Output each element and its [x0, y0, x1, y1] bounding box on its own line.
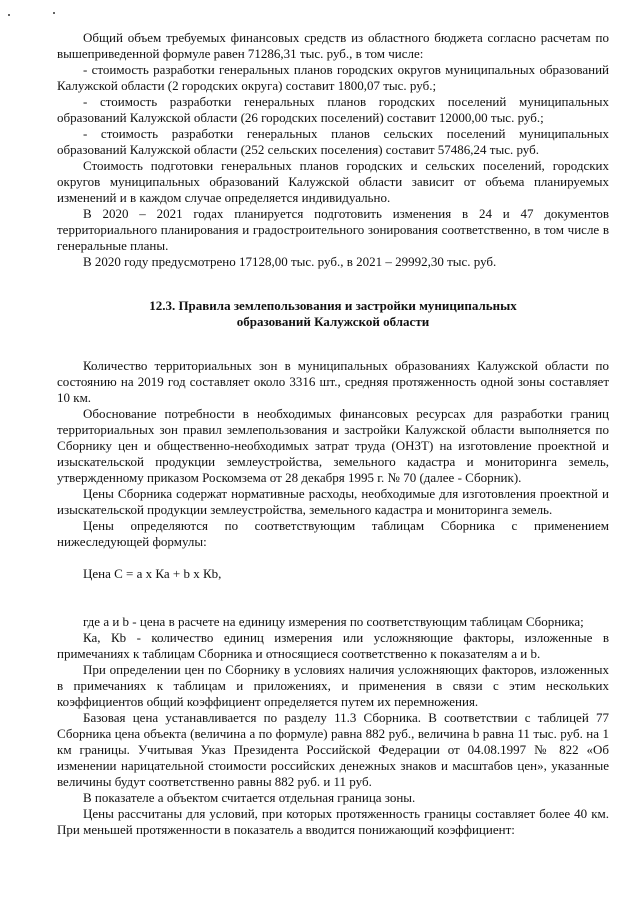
paragraph-prices-formula-intro: Цены определяются по соответствующим таблицам Сборника с применением нижеследующей формулы:: [57, 518, 609, 549]
paragraph-total-cost: Общий объем требуемых финансовых средств из областного бюджета согласно расчетам по вышеприведенной формуле равен 71286,31 тыс. руб., в том числе:: [57, 30, 609, 61]
paragraph-cost-rural-settlements: - стоимость разработки генеральных планов сельских поселений муниципальных образований Калужской области (252 сельских поселения) составит 57486,24 тыс. руб.: [57, 126, 609, 157]
paragraph-indicator-object: В показателе а объектом считается отдельная граница зоны.: [83, 790, 416, 805]
paragraph-plans-2020-2021: В 2020 – 2021 годах планируется подготовить изменения в 24 и 47 документов территориального планирования и градостроительного зонирования соответственно, в том числе в генеральные планы.: [57, 206, 609, 253]
paragraph-funding-2020-2021: В 2020 году предусмотрено 17128,00 тыс. руб., в 2021 – 29992,30 тыс. руб.: [83, 254, 497, 269]
paragraph-cost-city-districts: - стоимость разработки генеральных планов городских округов муниципальных образований Калужской области (2 городских округа) составит 1800,07 тыс. руб.;: [57, 62, 609, 93]
paragraph-zone-count: Количество территориальных зон в муниципальных образованиях Калужской области по состоянию на 2019 год составляет около 3316 шт., средняя протяженность одной зоны составляет 10 км.: [57, 358, 609, 405]
paragraph-formula-ka-kb: Ка, Кb - количество единиц измерения или усложняющие факторы, изложенные в примечаниях к таблицам Сборника и относящиеся соответственно к показателям а и b.: [57, 630, 609, 661]
section-heading-line1: 12.3. Правила землепользования и застройки муниципальных: [149, 298, 517, 313]
paragraph-cost-dependency: Стоимость подготовки генеральных планов городских и сельских поселений, городских округов муниципальных образований Калужской области зависит от объема планируемых изменений и в каждом случае определяется индивидуально.: [57, 158, 609, 205]
scan-dot: [8, 14, 10, 16]
document-body: [57, 30, 609, 838]
paragraph-formula-a-b: где а и b - цена в расчете на единицу измерения по соответствующим таблицам Сборника;: [83, 614, 584, 629]
scan-dot: [53, 12, 55, 14]
paragraph-base-price: Базовая цена устанавливается по разделу 11.3 Сборника. В соответствии с таблицей 77 Сборника цена объекта (величина а по формуле) равна 882 руб., величина b равна 11 тыс. руб. на 1 км границы. Учитывая Указ Президента Российской Федерации от 04.08.1997 № 822 «Об изменении нарицательной стоимости российских денежных знаков и масштабов цен», указанные величины будут соответственно равны 882 руб. и 11 руб.: [57, 710, 609, 789]
price-formula: Цена С = а х Ка + b х Кb,: [83, 566, 222, 581]
paragraph-length-coefficient: Цены рассчитаны для условий, при которых протяженность границы составляет более 40 км. При меньшей протяженности в показатель а вводится понижающий коэффициент:: [57, 806, 609, 837]
section-heading: [57, 298, 609, 330]
paragraph-justification: Обоснование потребности в необходимых финансовых ресурсах для разработки границ территориальных зон правил землепользования и застройки Калужской области выполняется по Сборнику цен и общественно-необходимых затрат труда (ОНЗТ) на изготовление проектной и изыскательской продукции землеустройства, земельного кадастра и мониторинга земель, утвержденному приказом Роскомзема от 28 декабря 1995 г. № 70 (далее - Сборник).: [57, 406, 609, 485]
paragraph-coefficients: При определении цен по Сборнику в условиях наличия усложняющих факторов, изложенных в примечаниях к таблицам и приложениях, и применения в связи с этим нескольких коэффициентов общий коэффициент определяется путем их перемножения.: [57, 662, 609, 709]
section-heading-line2: образований Калужской области: [236, 314, 430, 329]
paragraph-cost-urban-settlements: - стоимость разработки генеральных планов городских поселений муниципальных образований Калужской области (26 городских поселений) составит 12000,00 тыс. руб.;: [57, 94, 609, 125]
paragraph-prices-content: Цены Сборника содержат нормативные расходы, необходимые для изготовления проектной и изыскательской продукции землеустройства, земельного кадастра и мониторинга земель.: [57, 486, 609, 517]
